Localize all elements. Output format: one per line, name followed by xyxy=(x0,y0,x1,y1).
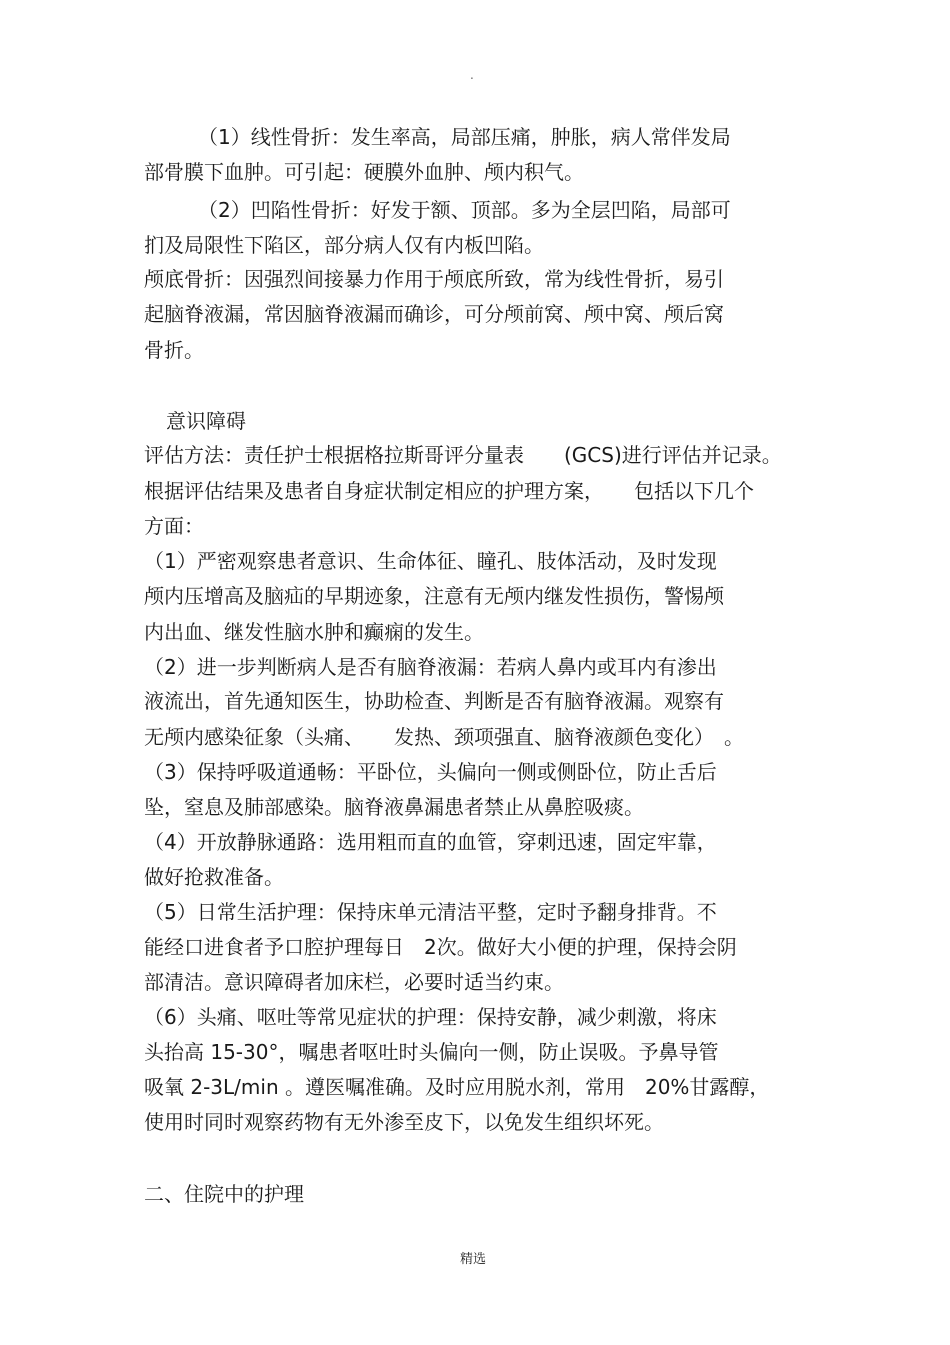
text-line: 起脑脊液漏，常因脑脊液漏而确诊，可分颅前窝、颅中窝、颅后窝 xyxy=(144,302,724,326)
text-line: （6）头痛、呕吐等常见症状的护理：保持安静，减少刺激，将床 xyxy=(144,1005,717,1029)
text-line: 评估方法：责任护士根据格拉斯哥评分量表 (GCS)进行评估并记录。 xyxy=(144,443,782,467)
text-line: （3）保持呼吸道通畅：平卧位，头偏向一侧或侧卧位，防止舌后 xyxy=(144,760,717,784)
text-line: 坠，窒息及肺部感染。脑脊液鼻漏患者禁止从鼻腔吸痰。 xyxy=(144,795,644,819)
top-mark: . xyxy=(470,68,474,82)
text-line: 液流出，首先通知医生，协助检查、判断是否有脑脊液漏。观察有 xyxy=(144,689,724,713)
text-line: 使用时同时观察药物有无外渗至皮下，以免发生组织坏死。 xyxy=(144,1110,664,1134)
text-line: 内出血、继发性脑水肿和癫痫的发生。 xyxy=(144,620,484,644)
text-line: 颅内压增高及脑疝的早期迹象，注意有无颅内继发性损伤，警惕颅 xyxy=(144,584,724,608)
text-line: （2）凹陷性骨折：好发于额、顶部。多为全层凹陷，局部可 xyxy=(198,198,731,222)
text-line: 能经口进食者予口腔护理每日 2次。做好大小便的护理，保持会阴 xyxy=(144,935,737,959)
text-line: 头抬高 15-30°，嘱患者呕吐时头偏向一侧，防止误吸。予鼻导管 xyxy=(144,1040,719,1064)
text-line: （4）开放静脉通路：选用粗而直的血管，穿刺迅速，固定牢靠， xyxy=(144,830,717,854)
text-line: 方面： xyxy=(144,514,204,538)
text-line: （1）线性骨折：发生率高，局部压痛，肿胀，病人常伴发局 xyxy=(198,125,731,149)
text-line: （5）日常生活护理：保持床单元清洁平整，定时予翻身排背。不 xyxy=(144,900,717,924)
text-line: 根据评估结果及患者自身症状制定相应的护理方案， 包括以下几个 xyxy=(144,479,754,503)
footer-label: 精选 xyxy=(460,1252,487,1267)
text-line: 颅底骨折：因强烈间接暴力作用于颅底所致，常为线性骨折，易引 xyxy=(144,267,724,291)
section-heading: 二、住院中的护理 xyxy=(144,1182,304,1206)
text-line: （2）进一步判断病人是否有脑脊液漏：若病人鼻内或耳内有渗出 xyxy=(144,655,717,679)
text-line: 吸氧 2-3L/min 。遵医嘱准确。及时应用脱水剂，常用 20%甘露醇， xyxy=(144,1075,770,1099)
text-line: 部骨膜下血肿。可引起：硬膜外血肿、颅内积气。 xyxy=(144,160,584,184)
text-line: 扪及局限性下陷区，部分病人仅有内板凹陷。 xyxy=(144,233,544,257)
text-line: 部清洁。意识障碍者加床栏，必要时适当约束。 xyxy=(144,970,564,994)
text-line: （1）严密观察患者意识、生命体征、瞳孔、肢体活动，及时发现 xyxy=(144,549,717,573)
text-line: 做好抢救准备。 xyxy=(144,865,284,889)
text-line: 骨折。 xyxy=(144,338,204,362)
section-heading: 意识障碍 xyxy=(166,409,246,433)
text-line: 无颅内感染征象（头痛、 发热、颈项强直、脑脊液颜色变化） 。 xyxy=(144,725,744,749)
